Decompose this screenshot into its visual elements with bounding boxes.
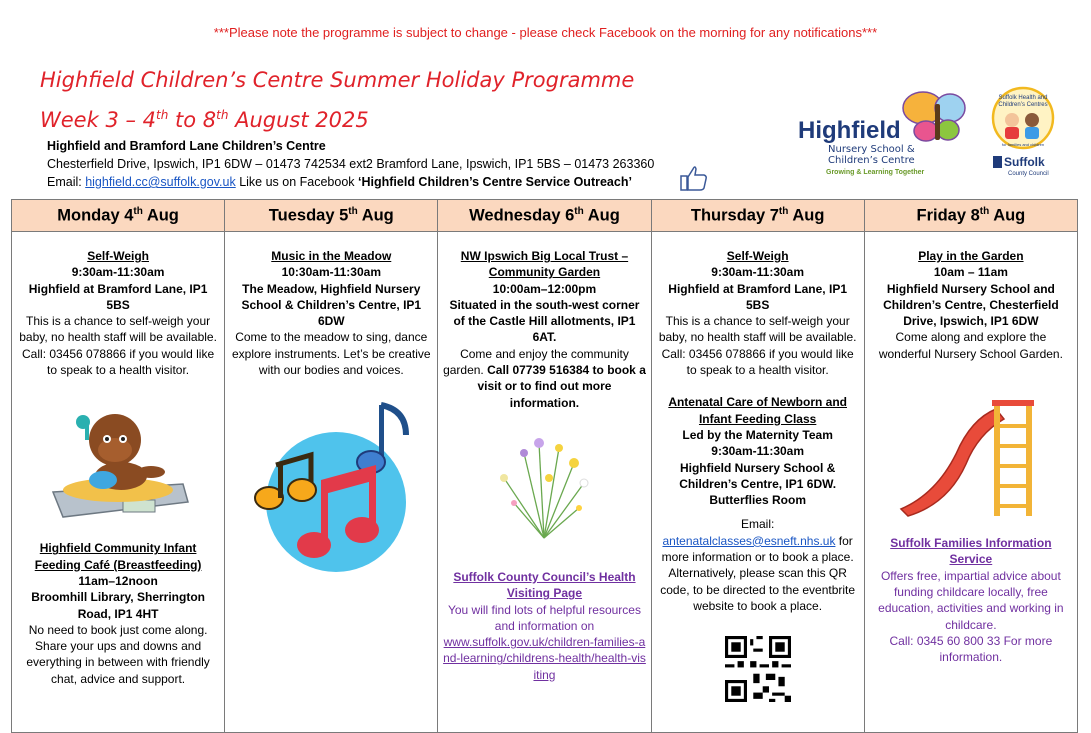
- event-description: Come and enjoy the community garden. Call 07739 516384 to book a visit or to find out more information.: [443, 346, 646, 410]
- week-title: Week 3 – 4th to 8th August 2025: [40, 108, 369, 132]
- event-location: Highfield Nursery School & Children’s Centre, IP1 6DW.: [679, 460, 837, 491]
- svg-text:for families and children: for families and children: [1001, 142, 1045, 147]
- event-contact: Call: 0345 60 800 33 For more information.: [889, 633, 1053, 665]
- antenatal-email-link[interactable]: antenatalclasses@esneft.nhs.uk: [662, 533, 836, 548]
- event-contact: Call: 03456 078866 if you would like to speak to a health visitor.: [22, 346, 215, 378]
- page-title: Highfield Children’s Centre Summer Holiday Programme: [40, 68, 635, 92]
- friday-cell: [864, 232, 1077, 733]
- email-link[interactable]: highfield.cc@suffolk.gov.uk: [85, 175, 236, 189]
- day-header-thursday: Thursday 7th Aug: [651, 200, 864, 232]
- weekly-timetable: [11, 199, 1078, 733]
- slide-illustration: [896, 394, 1046, 519]
- day-header-wednesday: Wednesday 6th Aug: [438, 200, 651, 232]
- event-description: Come to the meadow to sing, dance explore instruments. Let’s be creative with our bodies and voices.: [232, 330, 431, 378]
- wednesday-cell: [438, 232, 651, 733]
- event-email-label: Email:: [740, 517, 775, 532]
- event-title: Play in the Garden: [918, 249, 1024, 263]
- event-description: Come along and explore the wonderful Nursery School Garden.: [878, 330, 1063, 361]
- event-time: 11am–12noon: [78, 573, 158, 588]
- event-description: This is a chance to self-weigh your baby, no health staff will be available.: [658, 314, 857, 345]
- svg-text:Suffolk: Suffolk: [1004, 155, 1045, 169]
- baby-on-scale-illustration: [43, 392, 193, 532]
- event-time: 10:30am-11:30am: [281, 265, 381, 280]
- facebook-like-icon[interactable]: [679, 163, 709, 193]
- event-time: 9:30am-11:30am: [71, 265, 165, 280]
- event-location: Highfield at Bramford Lane, IP1 5BS: [28, 281, 208, 312]
- event-led-by: Led by the Maternity Team: [682, 427, 833, 442]
- event-description: You will find lots of helpful resources and information on: [447, 602, 641, 633]
- event-title: Self-Weigh: [87, 249, 149, 263]
- tuesday-cell: [225, 232, 438, 733]
- suffolk-logo: [988, 86, 1058, 178]
- day-header-monday: Monday 4th Aug: [12, 200, 225, 232]
- event-location: Broomhill Library, Sherrington Road, IP1 4HT: [31, 590, 205, 621]
- event-location: Situated in the south-west corner of the Castle Hill allotments, IP1 6AT.: [449, 297, 640, 345]
- svg-text:Suffolk Health and: Suffolk Health and: [998, 95, 1048, 101]
- event-time: 10:00am–12:00pm: [492, 281, 597, 296]
- event-contact: Call: 03456 078866 if you would like to speak to a health visitor.: [661, 346, 854, 378]
- health-visiting-link[interactable]: www.suffolk.gov.uk/children-families-and-learning/childrens-health/health-visiting: [443, 635, 646, 682]
- centre-name: Highfield and Bramford Lane Children’s Centre: [47, 139, 326, 153]
- facebook-page-name: ‘Highfield Children’s Centre Service Outreach’: [358, 175, 632, 189]
- contact-line: Email: highfield.cc@suffolk.gov.uk Like us on Facebook ‘Highfield Children’s Centre Service Outreach’: [47, 175, 632, 189]
- event-description: Offers free, impartial advice about funding childcare locally, free education, activities and working in childcare.: [878, 568, 1064, 632]
- event-title: Music in the Meadow: [271, 249, 392, 263]
- event-room: Butterflies Room: [709, 493, 806, 508]
- event-description: No need to book just come along. Share your ups and downs and everything in between with friendly chat, advice and support.: [26, 622, 210, 686]
- event-time: 9:30am-11:30am: [711, 265, 805, 280]
- event-title: Suffolk County Council’s Health Visiting Page: [453, 569, 636, 601]
- music-notes-illustration: [236, 390, 426, 580]
- event-time: 9:30am-11:30am: [711, 444, 805, 459]
- svg-text:County Council: County Council: [1008, 171, 1049, 177]
- centre-address: Chesterfield Drive, Ipswich, IP1 6DW – 01473 742534 ext2 Bramford Lane, Ipswich, IP1 5BS – 01473 263360: [47, 157, 655, 171]
- svg-text:Children’s Centres: Children’s Centres: [998, 102, 1048, 108]
- event-title: Highfield Community Infant Feeding Café (Breastfeeding): [34, 541, 202, 572]
- event-location: Highfield Nursery School and Children’s Centre, Chesterfield Drive, Ipswich, IP1 6DW: [883, 281, 1059, 329]
- thursday-cell: [651, 232, 864, 733]
- qr-code-icon[interactable]: [725, 636, 791, 702]
- svg-text:Children’s Centre: Children’s Centre: [828, 155, 915, 166]
- day-header-tuesday: Tuesday 5th Aug: [225, 200, 438, 232]
- event-location: Highfield at Bramford Lane, IP1 5BS: [668, 281, 847, 312]
- day-header-friday: Friday 8th Aug: [864, 200, 1077, 232]
- event-title: Self-Weigh: [726, 249, 789, 263]
- highfield-logo: [798, 86, 968, 176]
- event-description: antenatalclasses@esneft.nhs.uk for more information or to book a place. Alternatively, please scan this QR code, to be directed to the eventbrite website to book a place.: [660, 533, 856, 613]
- svg-text:Growing & Learning Together: Growing & Learning Together: [826, 169, 925, 176]
- svg-text:Highfield: Highfield: [798, 117, 901, 144]
- event-title: Antenatal Care of Newborn and Infant Feeding Class: [668, 395, 847, 426]
- wildflowers-illustration: [484, 423, 604, 543]
- event-title: Suffolk Families Information Service: [890, 536, 1052, 567]
- event-location: The Meadow, Highfield Nursery School & Children’s Centre, IP1 6DW: [241, 281, 422, 329]
- butterfly-icon: [903, 92, 965, 141]
- event-description: This is a chance to self-weigh your baby, no health staff will be available.: [19, 314, 217, 345]
- notice-banner: ***Please note the programme is subject to change - please check Facebook on the morning for any notifications***: [213, 25, 878, 40]
- event-time: 10am – 11am: [933, 265, 1008, 280]
- svg-text:Nursery School &: Nursery School &: [828, 144, 915, 155]
- event-title: NW Ipswich Big Local Trust – Community Garden: [460, 249, 629, 280]
- monday-cell: [12, 232, 225, 733]
